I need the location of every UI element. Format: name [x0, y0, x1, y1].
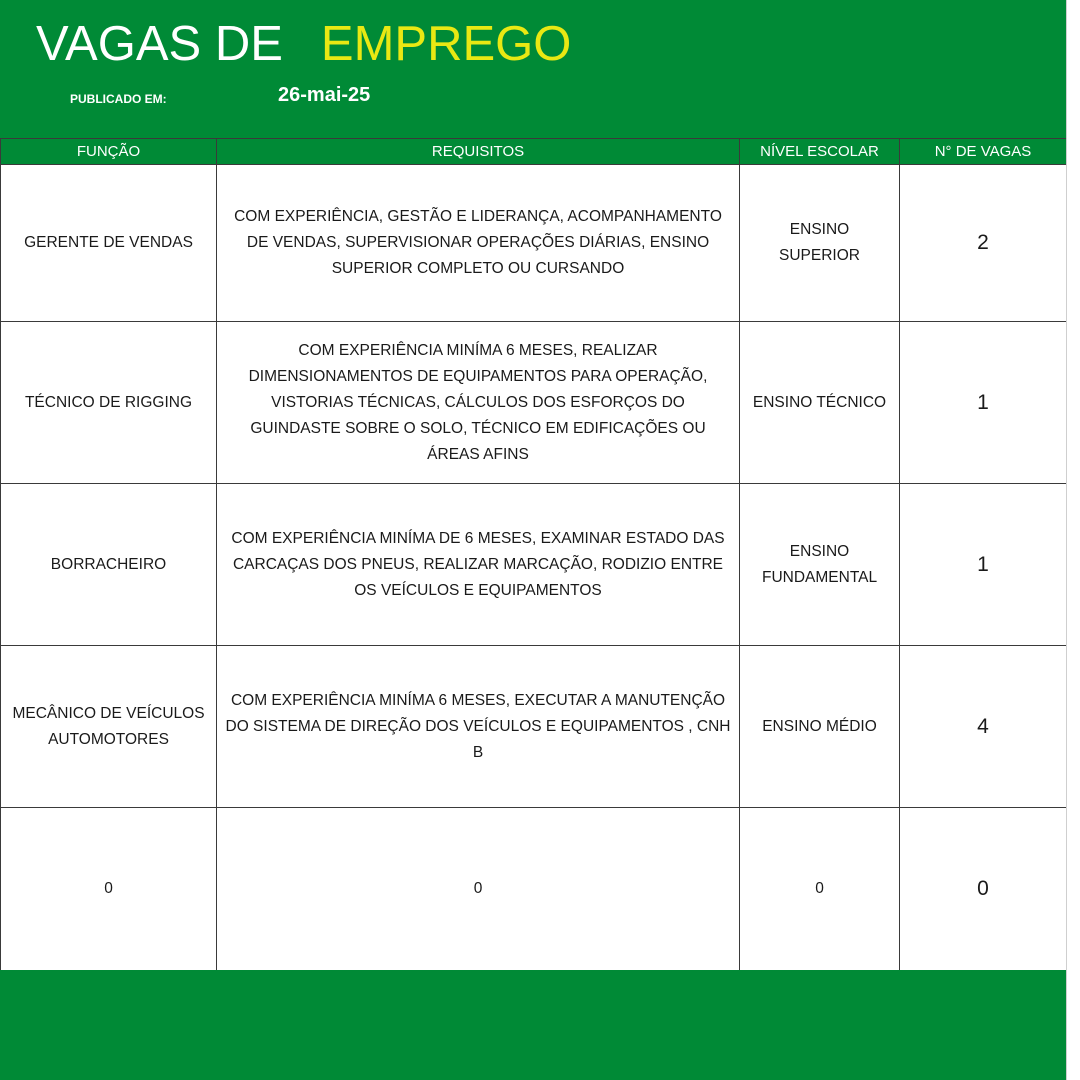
page-title [36, 14, 571, 74]
table-row [1, 165, 1067, 322]
cell-requisitos: COM EXPERIÊNCIA MINÍMA 6 MESES, EXECUTAR A MANUTENÇÃO DO SISTEMA DE DIREÇÃO DOS VEÍCULOS E EQUIPAMENTOS , CNH B [217, 646, 740, 808]
cell-nivel-escolar: ENSINO FUNDAMENTAL [740, 484, 900, 646]
cell-nivel-escolar: ENSINO TÉCNICO [740, 322, 900, 484]
table-row [1, 484, 1067, 646]
cell-vagas: 1 [900, 322, 1067, 484]
table-row [1, 808, 1067, 971]
cell-funcao: TÉCNICO DE RIGGING [1, 322, 217, 484]
cell-requisitos: COM EXPERIÊNCIA MINÍMA DE 6 MESES, EXAMINAR ESTADO DAS CARCAÇAS DOS PNEUS, REALIZAR MARCAÇÃO, RODIZIO ENTRE OS VEÍCULOS E EQUIPAMENTOS [217, 484, 740, 646]
column-header-requisitos: REQUISITOS [217, 139, 740, 165]
cell-vagas: 4 [900, 646, 1067, 808]
table-row [1, 322, 1067, 484]
title-part-2: EMPREGO [320, 17, 572, 71]
cell-funcao: GERENTE DE VENDAS [1, 165, 217, 322]
cell-vagas: 1 [900, 484, 1067, 646]
column-header-vagas: N° DE VAGAS [900, 139, 1067, 165]
cell-funcao: MECÂNICO DE VEÍCULOS AUTOMOTORES [1, 646, 217, 808]
header-banner [0, 0, 1066, 138]
cell-requisitos: 0 [217, 808, 740, 971]
cell-requisitos: COM EXPERIÊNCIA, GESTÃO E LIDERANÇA, ACOMPANHAMENTO DE VENDAS, SUPERVISIONAR OPERAÇÕES DIÁRIAS, ENSINO SUPERIOR COMPLETO OU CURSANDO [217, 165, 740, 322]
published-label: PUBLICADO EM: [70, 92, 167, 106]
cell-funcao: BORRACHEIRO [1, 484, 217, 646]
published-date: 26-mai-25 [278, 84, 371, 106]
table-row [1, 646, 1067, 808]
cell-vagas: 2 [900, 165, 1067, 322]
page-edge [1066, 0, 1080, 1080]
footer-banner [0, 970, 1066, 1080]
cell-nivel-escolar: ENSINO SUPERIOR [740, 165, 900, 322]
cell-vagas: 0 [900, 808, 1067, 971]
column-header-nivel-escolar: NÍVEL ESCOLAR [740, 139, 900, 165]
cell-requisitos: COM EXPERIÊNCIA MINÍMA 6 MESES, REALIZAR DIMENSIONAMENTOS DE EQUIPAMENTOS PARA OPERAÇÃO, VISTORIAS TÉCNICAS, CÁLCULOS DOS ESFORÇOS DO GUINDASTE SOBRE O SOLO, TÉCNICO EM EDIFICAÇÕES OU ÁREAS AFINS [217, 322, 740, 484]
column-header-funcao: FUNÇÃO [1, 139, 217, 165]
cell-nivel-escolar: 0 [740, 808, 900, 971]
cell-funcao: 0 [1, 808, 217, 971]
title-part-1: VAGAS DE [36, 17, 283, 71]
table-header-row [1, 139, 1067, 165]
cell-nivel-escolar: ENSINO MÉDIO [740, 646, 900, 808]
jobs-table [0, 138, 1067, 971]
